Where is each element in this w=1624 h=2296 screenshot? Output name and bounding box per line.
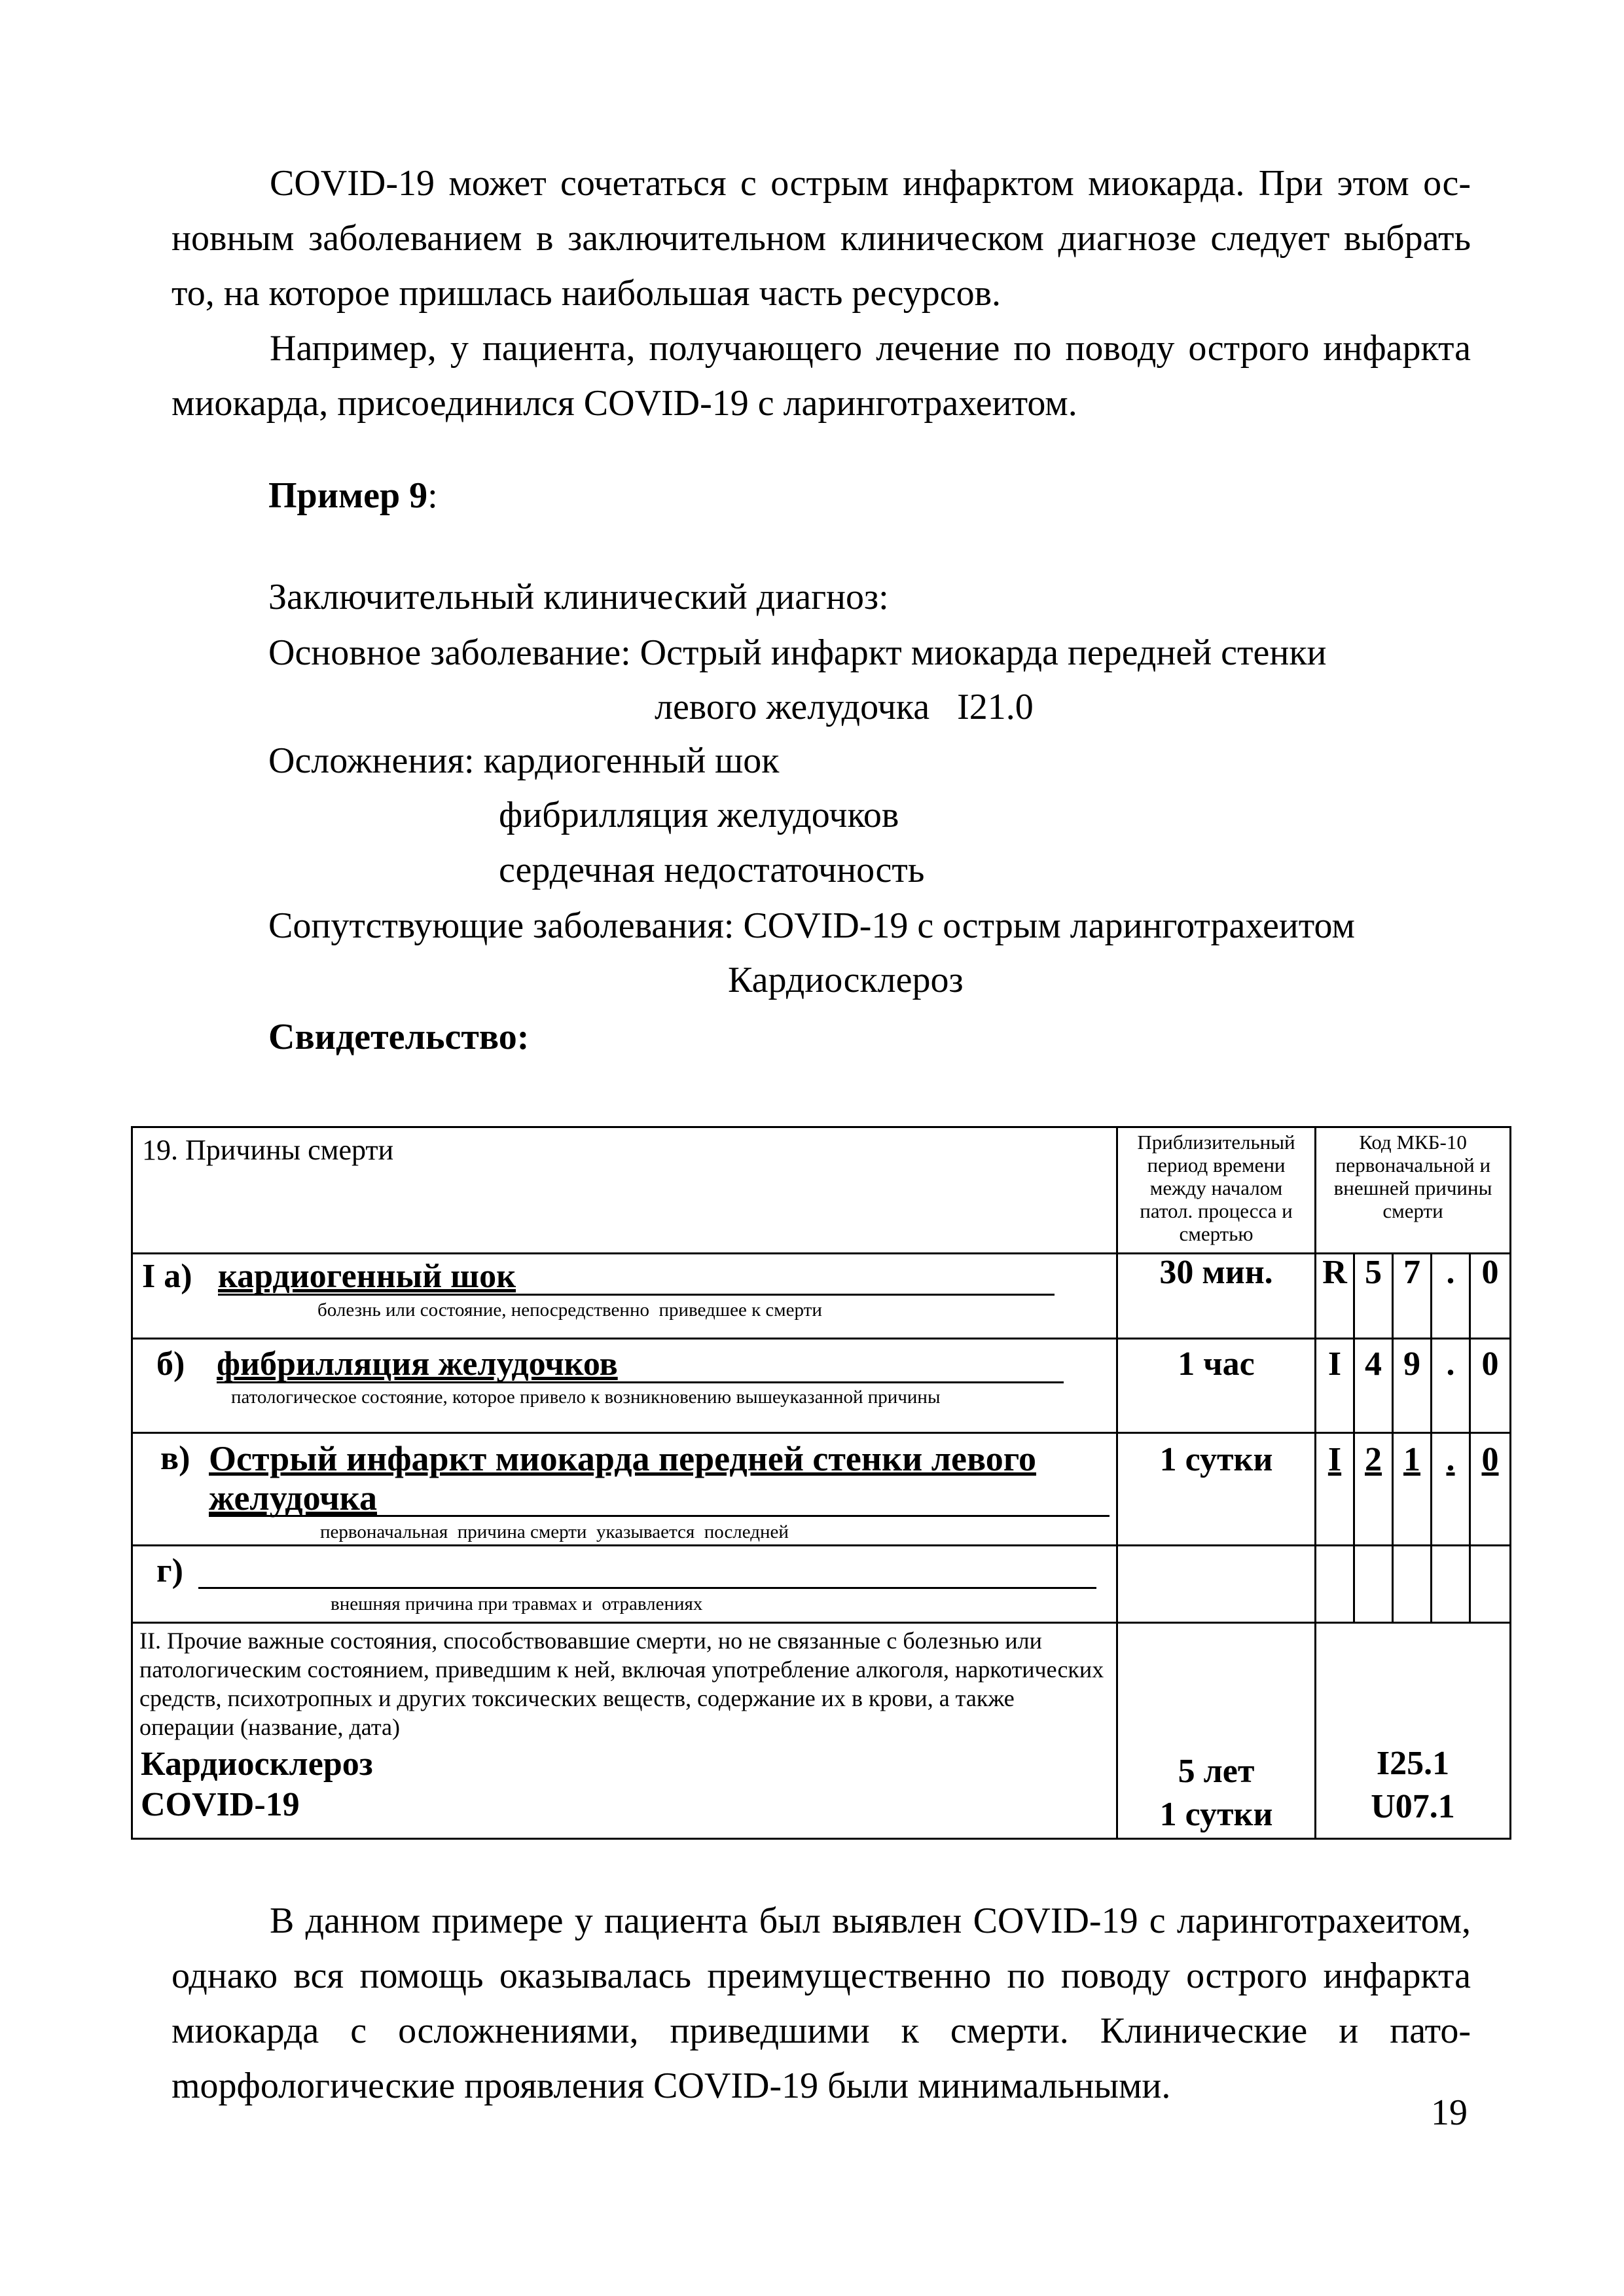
code-b-1: I — [1316, 1339, 1354, 1433]
note-c: первоначальная причина смерти указывается последней — [320, 1522, 789, 1542]
example-heading-colon: : — [427, 475, 438, 516]
period-c: 1 сутки — [1117, 1433, 1316, 1546]
note-a: болезнь или состояние, непосредственно приведшее к смерти — [317, 1300, 822, 1321]
death-certificate-table — [131, 1126, 1509, 1844]
code-b-5: 0 — [1470, 1339, 1511, 1433]
diagnosis-a: кардиогенный шок — [218, 1258, 516, 1295]
row-label-c: в) — [160, 1440, 190, 1477]
page-number: 19 — [1431, 2092, 1468, 2133]
certificate-label: Свидетельство: — [268, 1017, 530, 1057]
code-d-5 — [1470, 1546, 1511, 1623]
period-a: 30 мин. — [1117, 1254, 1316, 1339]
code-d-4 — [1432, 1546, 1470, 1623]
table-row — [132, 1254, 1511, 1339]
other-period-1: 5 лет — [1178, 1753, 1255, 1790]
code-b-3: 9 — [1393, 1339, 1432, 1433]
complications-2: фибрилляция желудочков — [499, 795, 899, 835]
other-diagnosis-2: COVID-19 — [141, 1786, 300, 1823]
other-period-cell — [1117, 1623, 1316, 1839]
other-conditions-description: II. Прочие важные состояния, способствовавшие смерти, но не связанные с болезнью или патологическим состоянием, приведшим к ней, включая употребление алкоголя, наркотических средств, психотропных и других токсических веществ, содержание их в крови, а также операции (название, дата) — [139, 1628, 1104, 1740]
code-b-4: . — [1432, 1339, 1470, 1433]
code-a-4: . — [1432, 1254, 1470, 1339]
complications-3: сердечная недостаточность — [499, 850, 925, 890]
code-a-3: 7 — [1393, 1254, 1432, 1339]
cause-cell-b — [132, 1339, 1117, 1433]
period-d — [1117, 1546, 1316, 1623]
intro-paragraph-1: COVID-19 может сочетаться с острым инфарктом миокарда. При этом основным заболеванием в заключительном клиническом диагнозе следует выбрать то, на которое пришлась наибольшая часть ресурсов. — [171, 163, 1471, 314]
concomitant-1: Сопутствующие заболевания: COVID-19 с острым ларинготрахеитом — [268, 905, 1355, 946]
table-row — [132, 1546, 1511, 1623]
other-period-2: 1 сутки — [1159, 1796, 1273, 1833]
main-disease-continued: левого желудочка I21.0 — [655, 687, 1034, 727]
cause-cell-c — [132, 1433, 1117, 1546]
code-b-2: 4 — [1354, 1339, 1393, 1433]
code-c-4: . — [1432, 1433, 1470, 1546]
code-d-2 — [1354, 1546, 1393, 1623]
concomitant-2: Кардиосклероз — [728, 960, 964, 1000]
table-row — [132, 1339, 1511, 1433]
code-a-5: 0 — [1470, 1254, 1511, 1339]
code-a-1: R — [1316, 1254, 1354, 1339]
cause-cell-d — [132, 1546, 1117, 1623]
other-code-2: U07.1 — [1371, 1788, 1455, 1825]
other-diagnosis-1: Кардиосклероз — [141, 1745, 373, 1783]
complications-1: Осложнения: кардиогенный шок — [268, 740, 780, 781]
table-row — [132, 1433, 1511, 1546]
table-row — [132, 1623, 1511, 1839]
intro-paragraph-2: Например, у пациента, получающего лечение по поводу острого инфаркта миокарда, присоединился COVID-19 с ларинготрахеитом. — [171, 328, 1471, 424]
diagnosis-b: фибрилляция желудочков — [217, 1345, 618, 1383]
conclusion-paragraph: В данном примере у пациента был выявлен COVID-19 с ларинготрахеитом, однако вся помощь оказывалась преимущественно по поводу острого инфаркта миокарда с осложнениями, приведшими к смерти. Клинические и патоmорфологические проявления COVID-19 были минимальными. — [171, 1901, 1471, 2106]
code-c-3: 1 — [1393, 1433, 1432, 1546]
cause-cell-a — [132, 1254, 1117, 1339]
code-d-1 — [1316, 1546, 1354, 1623]
example-heading — [268, 475, 438, 517]
diagnosis-c-line2: желудочка — [209, 1478, 377, 1518]
code-d-3 — [1393, 1546, 1432, 1623]
code-c-5: 0 — [1470, 1433, 1511, 1546]
row-label-a: I а) — [142, 1258, 192, 1295]
code-c-2: 2 — [1354, 1433, 1393, 1546]
col-header-cause: 19. Причины смерти — [132, 1127, 1117, 1254]
example-heading-bold: Пример 9 — [268, 475, 428, 516]
note-b: патологическое состояние, которое привело к возникновению вышеуказанной причины — [231, 1387, 941, 1408]
col-header-code: Код МКБ-10 первоначальной и внешней причины смерти — [1316, 1127, 1511, 1254]
other-conditions-cell — [132, 1623, 1117, 1839]
code-a-2: 5 — [1354, 1254, 1393, 1339]
row-label-b: б) — [156, 1345, 185, 1383]
row-label-d: г) — [156, 1552, 183, 1590]
other-code-cell — [1316, 1623, 1511, 1839]
diagnosis-c-line1: Острый инфаркт миокарда передней стенки левого — [209, 1439, 1036, 1478]
code-c-1: I — [1316, 1433, 1354, 1546]
note-d: внешняя причина при травмах и отравлениях — [331, 1594, 703, 1614]
main-disease: Основное заболевание: Острый инфаркт миокарда передней стенки — [268, 632, 1327, 673]
final-diagnosis-label: Заключительный клинический диагноз: — [268, 577, 889, 617]
period-b: 1 час — [1117, 1339, 1316, 1433]
other-code-1: I25.1 — [1376, 1745, 1450, 1782]
col-header-period: Приблизительный период времени между началом патол. процесса и смертью — [1117, 1127, 1316, 1254]
